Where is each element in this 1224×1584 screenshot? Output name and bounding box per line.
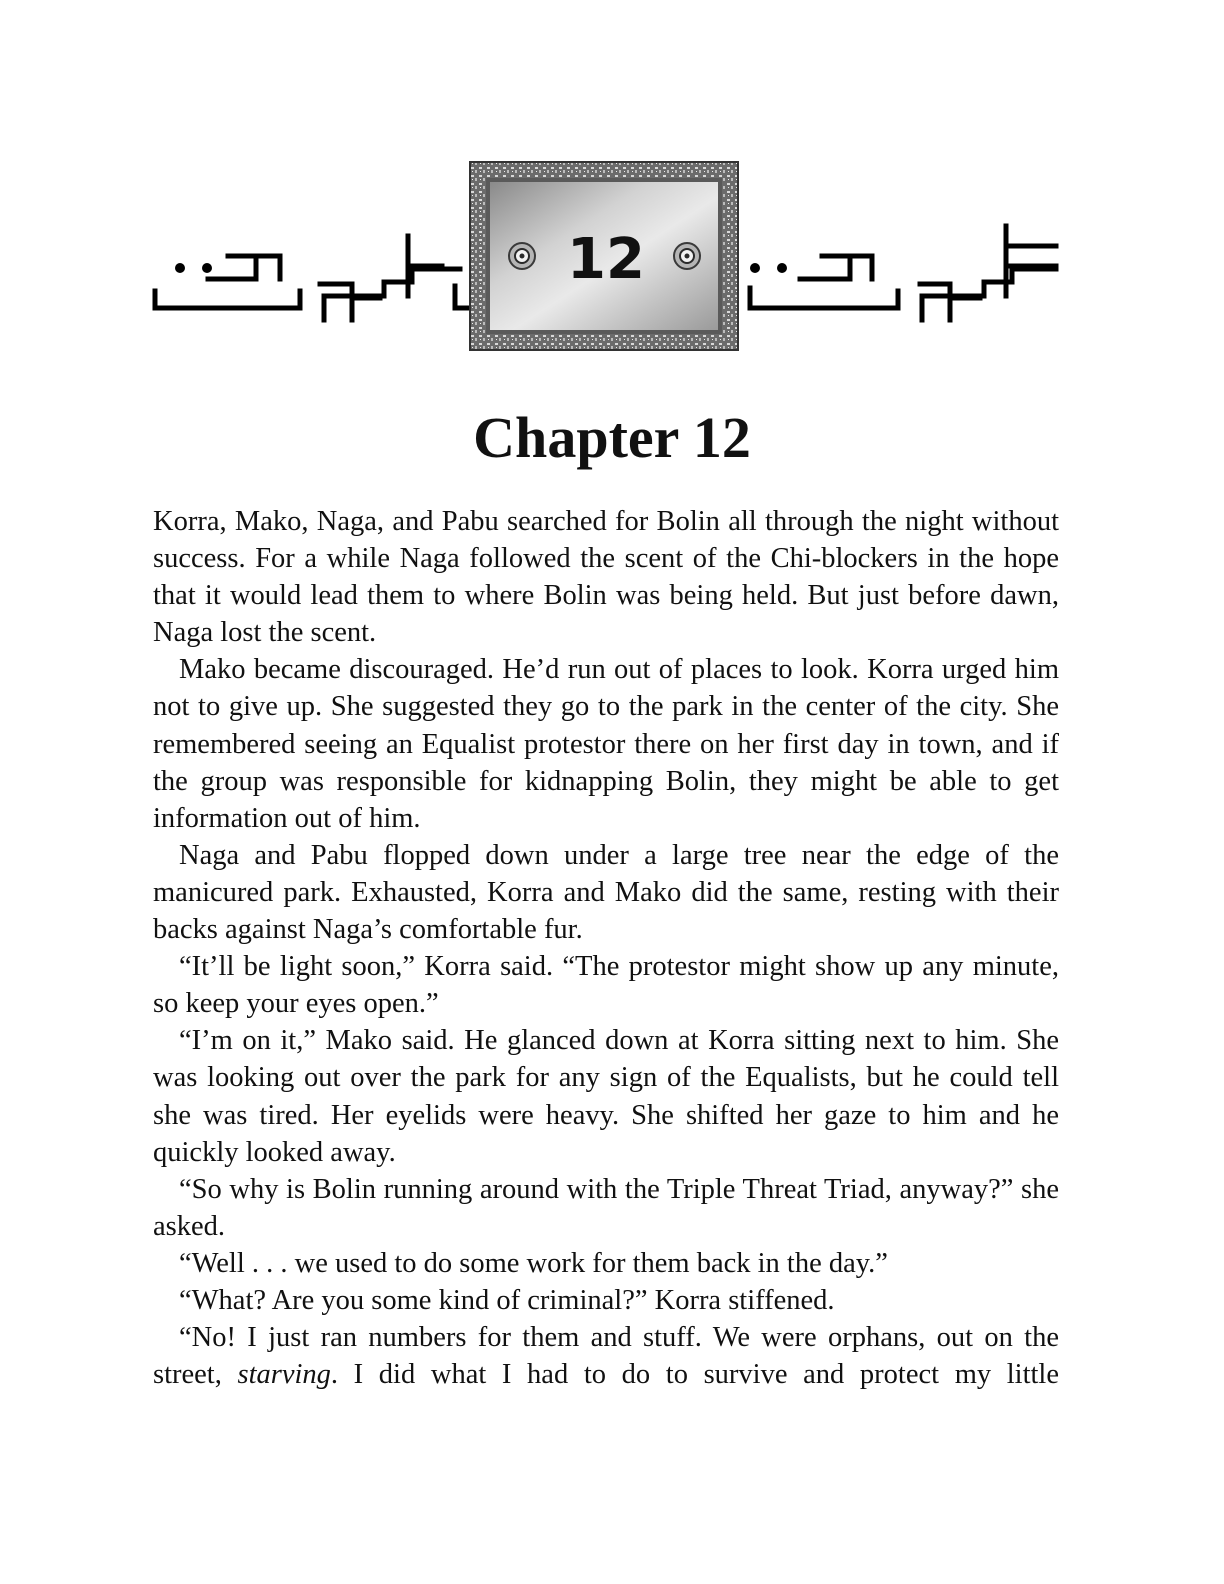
paragraph-text: . I did what I had to do to survive and protect my little	[330, 1359, 1059, 1391]
chapter-number: 12	[567, 227, 645, 292]
emphasized-word: starving	[237, 1359, 331, 1391]
chapter-title: Chapter 12	[473, 405, 751, 470]
paragraph: “Well . . . we used to do some work for them back in the day.”	[179, 1247, 888, 1279]
paragraph: Mako became discouraged. He’d run out of places to look. Korra urged him not to give up. She suggested they go to the park in the center of the city. She remembered seeing an Equalist protestor there on her first day in town, and if the group was responsible for kidnapping Bolin, they might be able to get information out of him.	[153, 654, 1059, 834]
right-rosette-icon	[674, 243, 700, 269]
chapter-number-plate	[470, 162, 738, 350]
paragraph-continued	[153, 1319, 1059, 1393]
paragraph-text: “No! I just ran numbers for them and stuff. We were orphans, out on the street,	[153, 1322, 1059, 1391]
left-rosette-icon	[509, 243, 535, 269]
paragraph: Korra, Mako, Naga, and Pabu searched for Bolin all through the night without success. For a while Naga followed the scent of the Chi-blockers in the hope that it would lead them to where Bolin was being held. But just before dawn, Naga lost the scent.	[153, 506, 1059, 649]
paragraph: “It’ll be light soon,” Korra said. “The protestor might show up any minute, so keep your eyes open.”	[153, 951, 1059, 1020]
paragraph: Naga and Pabu flopped down under a large tree near the edge of the manicured park. Exhausted, Korra and Mako did the same, resting with their backs against Naga’s comfortable fur.	[153, 839, 1059, 946]
left-meander-ornament	[155, 236, 470, 320]
paragraph: “So why is Bolin running around with the Triple Threat Triad, anyway?” she asked.	[153, 1173, 1059, 1242]
right-meander-ornament	[750, 226, 1056, 320]
chapter-ornament	[150, 158, 1062, 358]
chapter-body	[153, 503, 1059, 1393]
paragraph: “I’m on it,” Mako said. He glanced down at Korra sitting next to him. She was looking out over the park for any sign of the Equalists, but he could tell she was tired. Her eyelids were heavy. She shifted her gaze to him and he quickly looked away.	[153, 1025, 1059, 1168]
paragraph: “What? Are you some kind of criminal?” Korra stiffened.	[179, 1284, 835, 1316]
